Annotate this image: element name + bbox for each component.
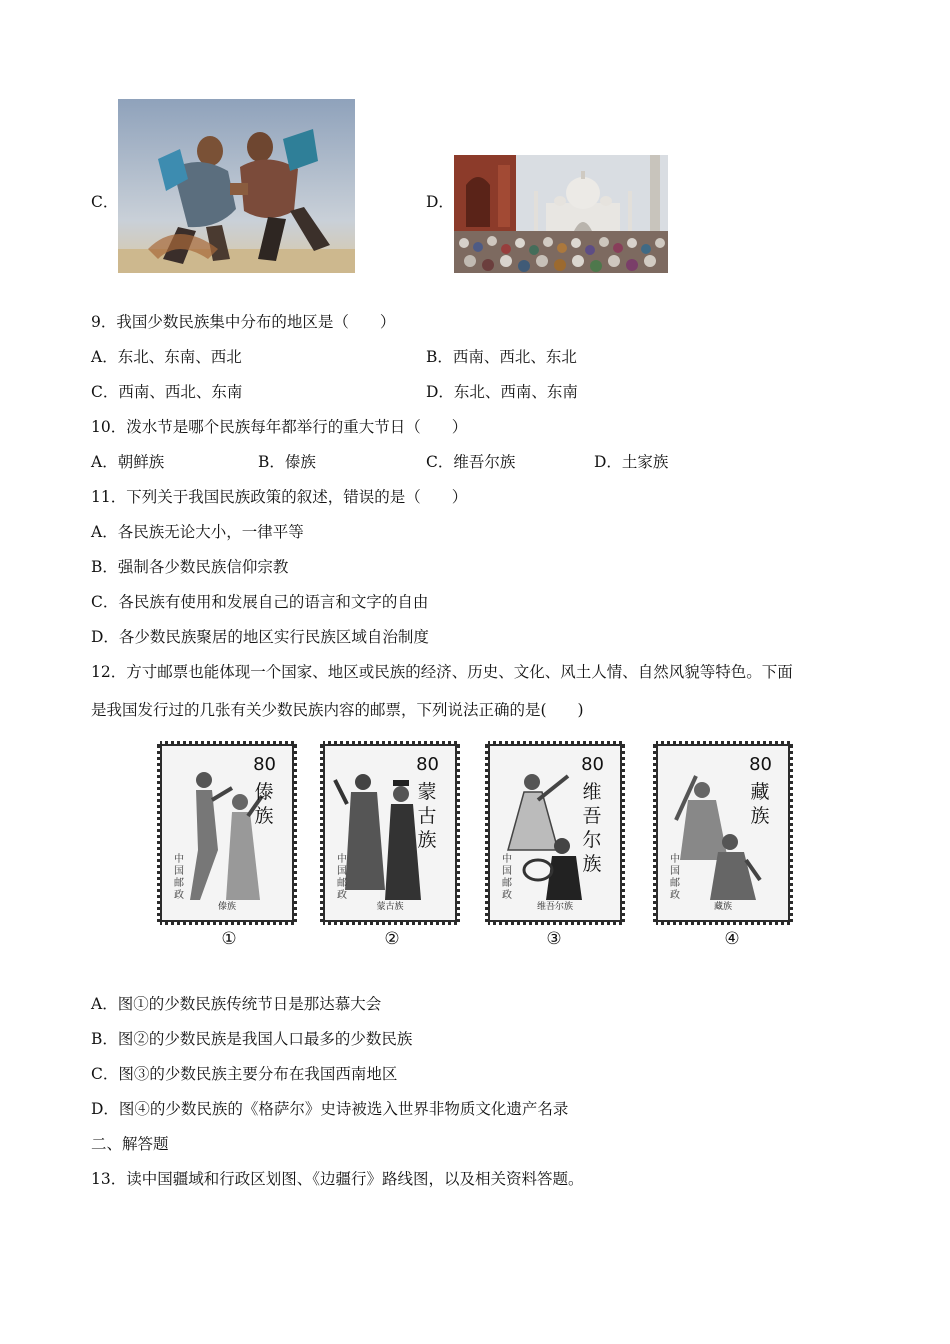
option-c-label: C． [91,193,119,211]
q13-stem: 13．读中国疆域和行政区划图、《边疆行》路线图，以及相关资料答题。 [91,1170,584,1188]
q11-option-c[interactable]: C．各民族有使用和发展自己的语言和文字的自由 [91,593,429,611]
stamp-1-caption: 傣族 [217,902,236,912]
stamp-3-number: ③ [546,929,562,949]
stamp-2-number: ② [384,929,400,949]
q10-stem: 10．泼水节是哪个民族每年都举行的重大节日（ ） [91,418,468,436]
q12-option-b[interactable]: B．图②的少数民族是我国人口最多的少数民族 [91,1030,413,1048]
q9-option-a[interactable]: A．东北、东南、西北 [91,348,242,366]
stamp-2-post: 中国邮政 [337,854,347,901]
stamp-3 [485,741,625,925]
q10-option-c[interactable]: C．维吾尔族 [426,453,516,471]
stamp-2 [320,741,460,925]
stamp-1-number: ① [221,929,237,949]
q11-option-d[interactable]: D．各少数民族聚居的地区实行民族区域自治制度 [91,628,429,646]
q10-option-b[interactable]: B．傣族 [258,453,316,471]
q11-option-a[interactable]: A．各民族无论大小，一律平等 [91,523,304,541]
stamp-3-caption: 维吾尔族 [536,902,573,912]
q9-option-c[interactable]: C．西南、西北、东南 [91,383,243,401]
stamp-4-post: 中国邮政 [670,854,680,901]
stamp-4-value: 80 [749,754,772,775]
q9-stem: 9．我国少数民族集中分布的地区是（ ） [91,313,396,331]
stamp-2-name: 蒙古族 [417,781,437,851]
q11-stem: 11．下列关于我国民族政策的叙述，错误的是（ ） [91,488,468,506]
stamp-1-name: 傣族 [254,781,274,827]
stamp-4-number: ④ [724,929,740,949]
q12-option-d[interactable]: D．图④的少数民族的《格萨尔》史诗被选入世界非物质文化遗产名录 [91,1100,569,1118]
stamp-4-name: 藏族 [750,781,770,827]
q12-stem-line1: 12．方寸邮票也能体现一个国家、地区或民族的经济、历史、文化、风土人情、自然风貌等特色。下面 [91,663,793,681]
q11-option-b[interactable]: B．强制各少数民族信仰宗教 [91,558,289,576]
q9-option-d[interactable]: D．东北、西南、东南 [426,383,578,401]
stamp-1-value: 80 [253,754,276,775]
wrestling-photo-icon [118,99,355,273]
stamp-1 [157,741,297,925]
stamp-3-post: 中国邮政 [502,854,512,901]
stamp-2-value: 80 [416,754,439,775]
q10-option-d[interactable]: D．土家族 [594,453,669,471]
section-heading: 二、解答题 [91,1135,169,1153]
option-d-label: D． [426,193,454,211]
q12-option-a[interactable]: A．图①的少数民族传统节日是那达慕大会 [91,995,382,1013]
stamp-4 [653,741,793,925]
stamp-3-value: 80 [581,754,604,775]
stamp-3-name: 维吾尔族 [582,781,602,875]
stamp-1-post: 中国邮政 [174,854,184,901]
q12-option-c[interactable]: C．图③的少数民族主要分布在我国西南地区 [91,1065,398,1083]
q12-stem-line2: 是我国发行过的几张有关少数民族内容的邮票，下列说法正确的是( ) [91,701,584,719]
stamp-2-caption: 蒙古族 [376,902,404,912]
q9-option-b[interactable]: B．西南、西北、东北 [426,348,577,366]
q10-option-a[interactable]: A．朝鲜族 [91,453,165,471]
stamp-4-caption: 藏族 [713,902,732,912]
taj-mahal-prayer-photo-icon [454,155,668,273]
